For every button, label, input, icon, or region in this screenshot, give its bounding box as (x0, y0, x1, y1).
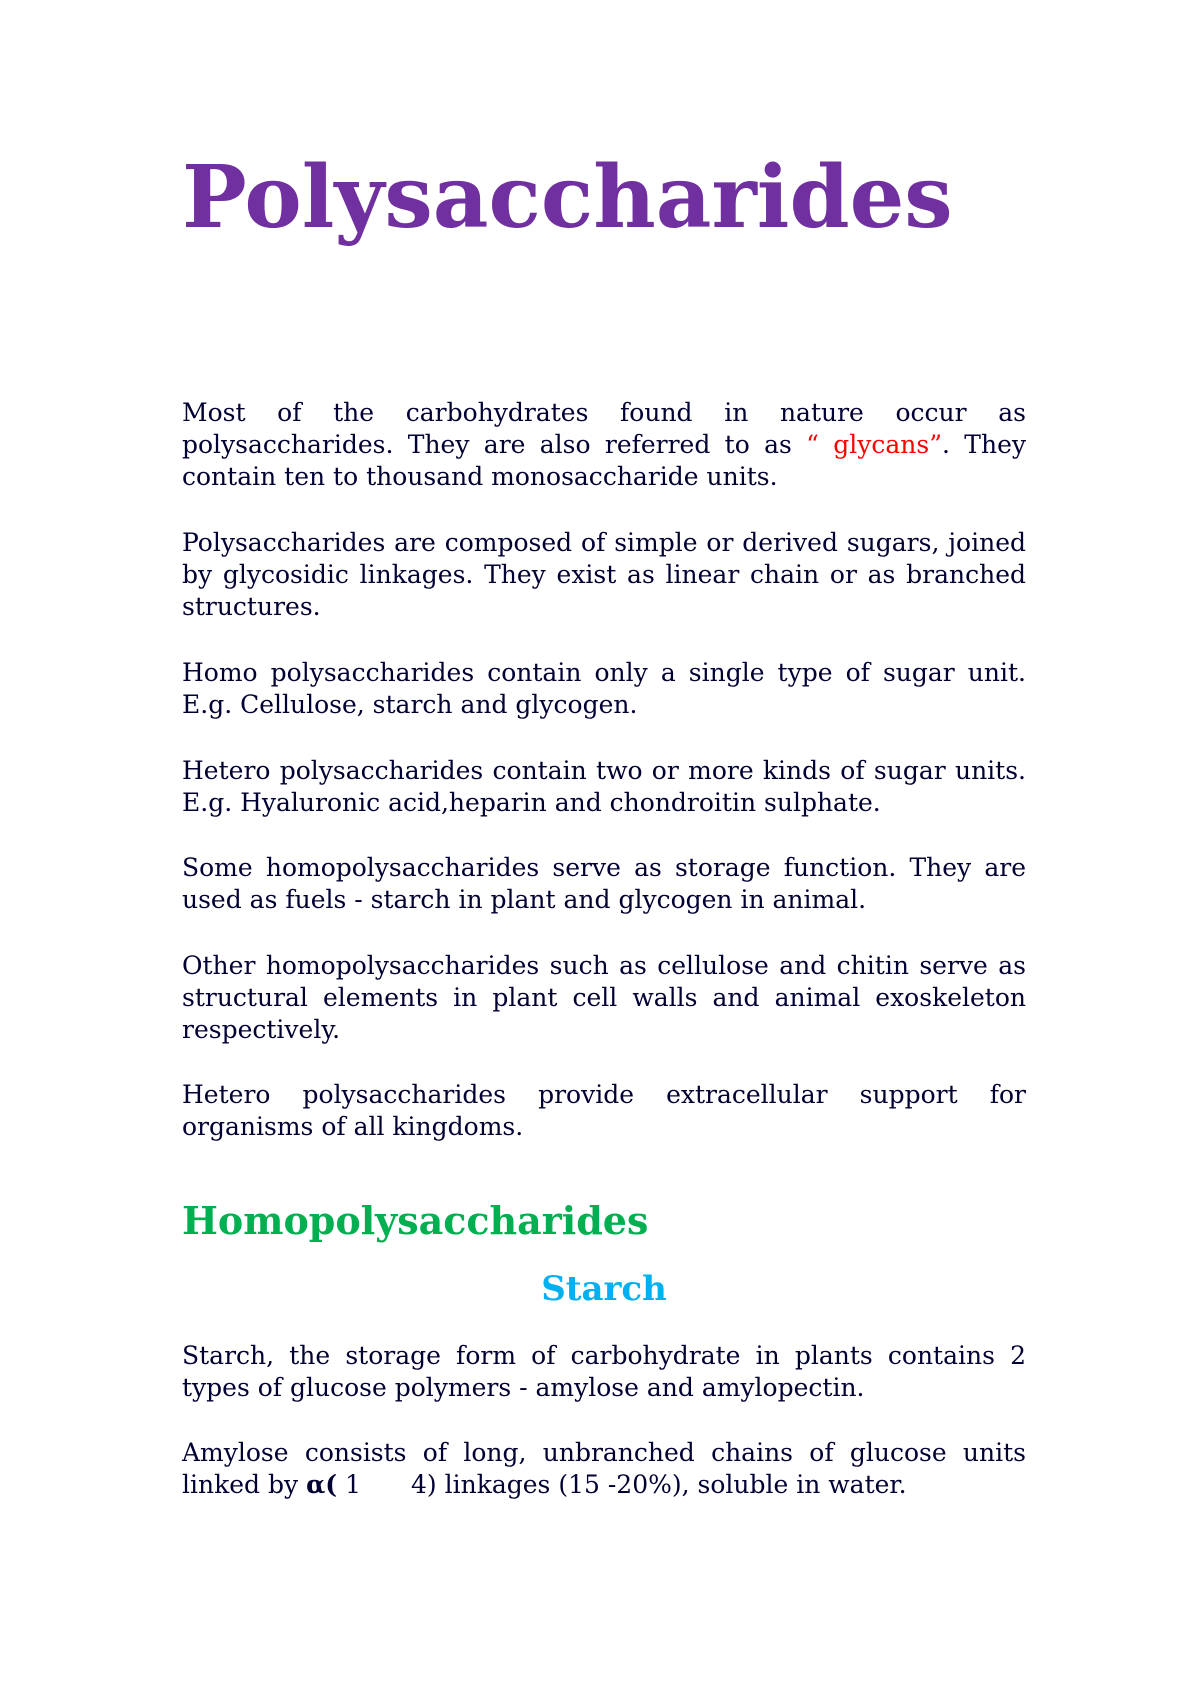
intro-paragraph (182, 397, 1026, 493)
page-title: Polysaccharides (182, 147, 953, 248)
linkage-one: 1 (337, 1470, 361, 1499)
amylose-text-1: Amylose consists of long, unbranched chains of glucose units linked by (182, 1438, 1026, 1499)
paragraph-structural: Other homopolysaccharides such as cellulose and chitin serve as structural elements in plant cell walls and animal exoskeleton respectively. (182, 951, 1026, 1044)
glycans-highlight: “ glycans” (806, 430, 943, 459)
sub-heading-starch: Starch (541, 1269, 667, 1309)
amylose-text-2: 4) linkages (15 -20%), soluble in water. (411, 1470, 907, 1499)
paragraph-amylose (182, 1437, 1026, 1501)
alpha-symbol: α( (306, 1470, 338, 1499)
paragraph-homo: Homo polysaccharides contain only a single type of sugar unit. E.g. Cellulose, starch and glycogen. (182, 658, 1026, 719)
paragraph-starch: Starch, the storage form of carbohydrate in plants contains 2 types of glucose polymers - amylose and amylopectin. (182, 1341, 1026, 1402)
paragraph-storage: Some homopolysaccharides serve as storage function. They are used as fuels - starch in plant and glycogen in animal. (182, 853, 1026, 914)
section-heading-homopolysaccharides: Homopolysaccharides (182, 1198, 649, 1243)
paragraph-hetero: Hetero polysaccharides contain two or more kinds of sugar units. E.g. Hyaluronic acid,heparin and chondroitin sulphate. (182, 756, 1026, 817)
intro-text-2: . They contain ten to thousand monosaccharide units. (182, 430, 1026, 491)
paragraph-composition: Polysaccharides are composed of simple or derived sugars, joined by glycosidic linkages. They exist as linear chain or as branched structures. (182, 528, 1026, 621)
intro-text-1: Most of the carbohydrates found in nature occur as polysaccharides. They are also referred to as (182, 398, 1026, 459)
paragraph-extracellular: Hetero polysaccharides provide extracellular support for organisms of all kingdoms. (182, 1080, 1026, 1141)
